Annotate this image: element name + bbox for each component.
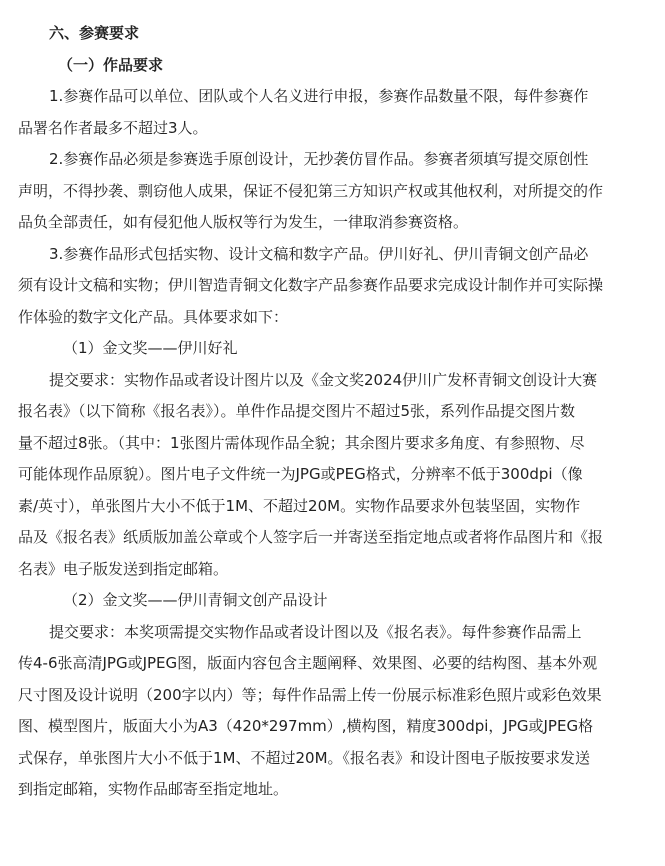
award-2-title: （2）金文奖——伊川青铜文创产品设计 [63,591,328,609]
award-1-title: （1）金文奖——伊川好礼 [63,339,238,357]
paragraph-line: 品负全部责任，如有侵犯他人版权等行为发生，一律取消参赛资格。 [18,213,469,231]
paragraph-line: 尺寸图及设计说明（200字以内）等；每件作品需上传一份展示标准彩色照片或彩色效果 [18,685,602,704]
paragraph-line: 素/英寸），单张图片大小不低于1M、不超过20M。实物作品要求外包装坚固，实物作 [18,496,581,515]
award-1-requirements [18,365,647,586]
paragraph-line: 可能体现作品原貌）。图片电子文件统一为JPG或PEG格式，分辨率不低于300dpi（像 [18,465,583,483]
paragraph-line: 报名表》（以下简称《报名表》）。单件作品提交图片不超过5张，系列作品提交图片数 [18,402,576,420]
paragraph-line: 量不超过8张。（其中：1张图片需体现作品全貌；其余图片要求多角度、有参照物、尽 [18,433,585,452]
paragraph-line: 提交要求：本奖项需提交实物作品或者设计图以及《报名表》。每件参赛作品需上 [49,622,582,641]
paragraph-line: 3.参赛作品形式包括实物、设计文稿和数字产品。伊川好礼、伊川青铜文创产品必 [49,244,589,263]
paragraph-line: 式保存，单张图片大小不低于1M、不超过20M。《报名表》和设计图电子版按要求发送 [18,748,591,767]
paragraph-line: 1.参赛作品可以单位、团队或个人名义进行申报，参赛作品数量不限，每件参赛作 [49,87,589,105]
paragraph-line: 提交要求：实物作品或者设计图片以及《金文奖2024伊川广发杯青铜文创设计大赛 [49,370,598,389]
paragraph-line: 品署名作者最多不超过3人。 [18,118,208,137]
item-1-paragraph [18,81,647,144]
paragraph-line: 名表》电子版发送到指定邮箱。 [18,559,229,578]
award-2-requirements [18,617,647,806]
paragraph-line: 声明，不得抄袭、剽窃他人成果，保证不侵犯第三方知识产权或其他权利，对所提交的作 [18,181,604,200]
paragraph-line: 到指定邮箱，实物作品邮寄至指定地址。 [18,780,289,798]
paragraph-line: 作体验的数字文化产品。具体要求如下： [18,307,289,326]
section-title: 六、参赛要求 [49,24,140,42]
paragraph-line: 须有设计文稿和实物；伊川智造青铜文化数字产品参赛作品要求完成设计制作并可实际操 [18,276,604,294]
item-3-paragraph [18,239,647,334]
paragraph-line: 2.参赛作品必须是参赛选手原创设计，无抄袭仿冒作品。参赛者须填写提交原创性 [49,150,589,168]
paragraph-line: 图、模型图片，版面大小为A3（420*297mm）,横构图，精度300dpi，JPG或JPEG格 [18,717,594,735]
item-2-paragraph [18,144,647,239]
subsection-title: （一）作品要求 [58,55,164,74]
paragraph-line: 传4-6张高清JPG或JPEG图，版面内容包含主题阐释、效果图、必要的结构图、基本外观 [18,654,598,672]
paragraph-line: 品及《报名表》纸质版加盖公章或个人签字后一并寄送至指定地点或者将作品图片和《报 [18,528,604,546]
